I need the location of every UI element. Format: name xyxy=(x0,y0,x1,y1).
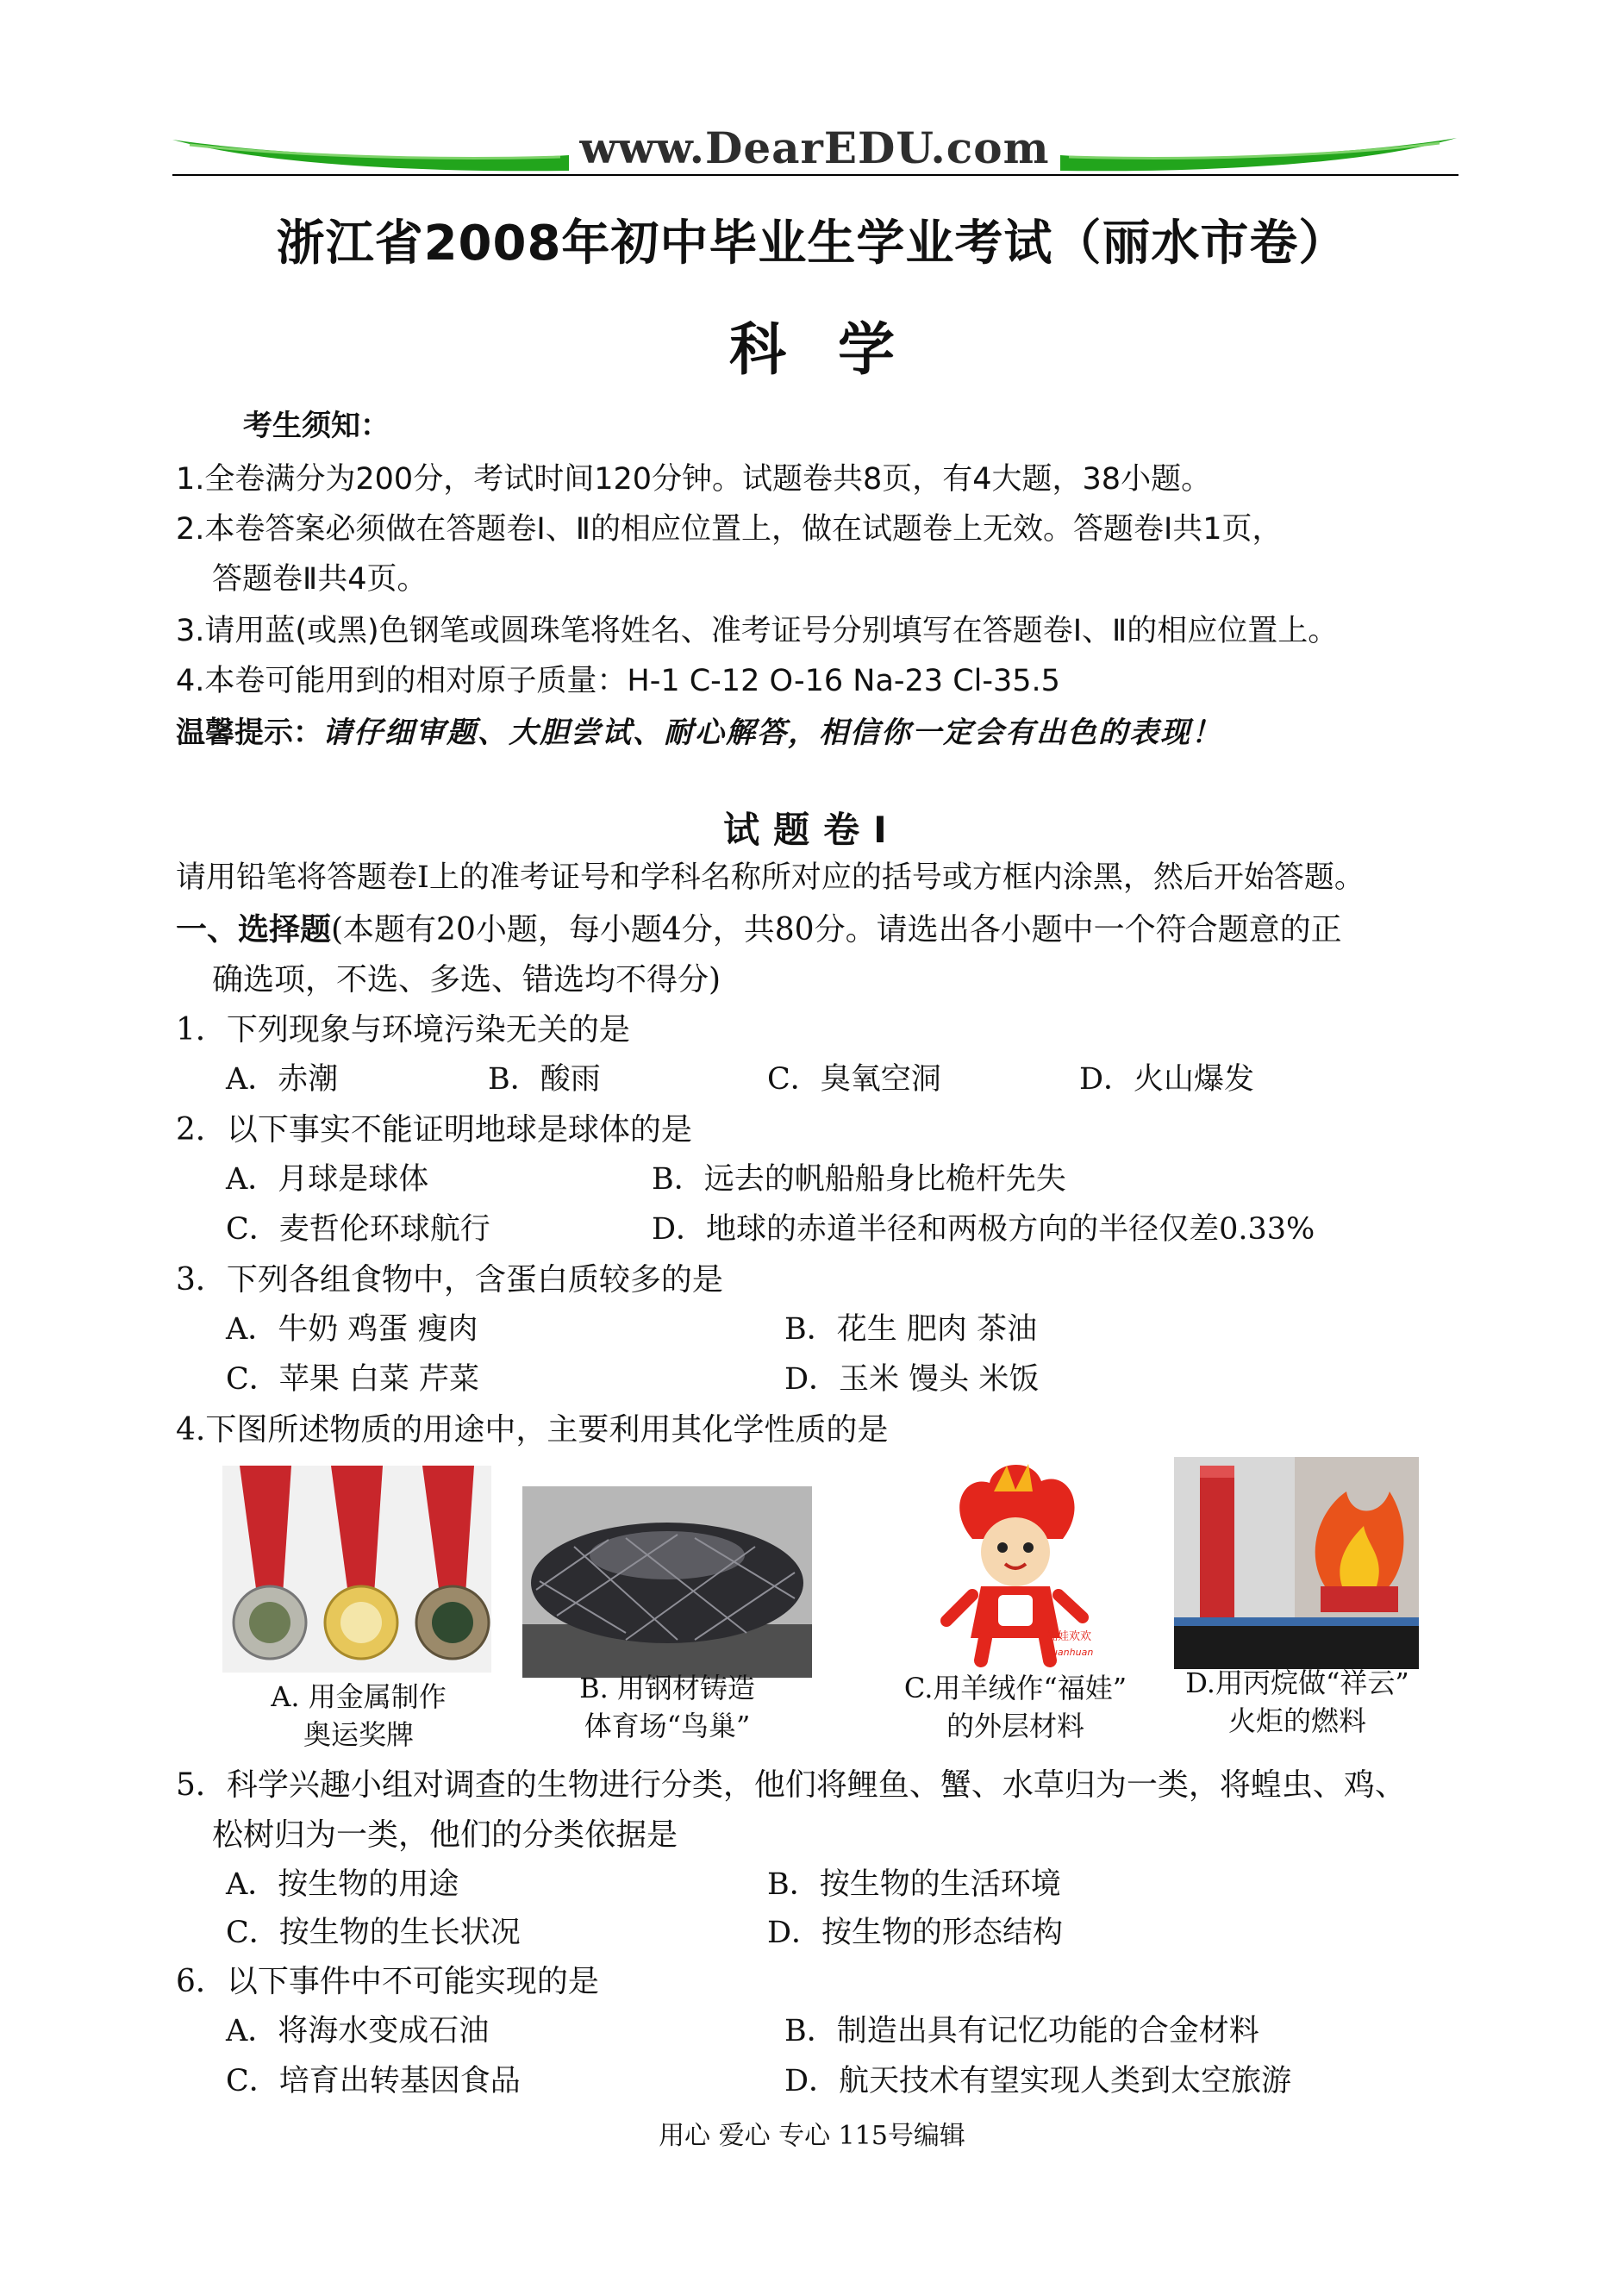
notice-item: 4.本卷可能用到的相对原子质量：H-1 C-12 O-16 Na-23 Cl-35.5 xyxy=(176,664,1060,698)
mascot-sub-label: Huanhuan xyxy=(1044,1647,1094,1658)
question-stem: 5．科学兴趣小组对调查的生物进行分类，他们将鲤鱼、蟹、水草归为一类，将蝗虫、鸡、 xyxy=(176,1767,1406,1803)
tip-line xyxy=(176,709,1222,751)
option: D．地球的赤道半径和两极方向的半径仅差0.33% xyxy=(652,1212,1315,1247)
option: A．赤潮 xyxy=(226,1062,339,1097)
option: B．制造出具有记忆功能的合金材料 xyxy=(784,2014,1259,2048)
q4-figures xyxy=(0,1457,1624,1751)
section-instruction: 请用铅笔将答题卷Ⅰ上的准考证号和学科名称所对应的括号或方框内涂黑，然后开始答题。 xyxy=(176,860,1365,895)
option: D．火山爆发 xyxy=(1079,1062,1255,1097)
option: D．按生物的形态结构 xyxy=(767,1916,1064,1950)
option: C．臭氧空洞 xyxy=(767,1062,941,1097)
option: C．苹果 白菜 芹菜 xyxy=(226,1362,480,1397)
question-stem: 1．下列现象与环境污染无关的是 xyxy=(176,1012,630,1047)
option: B．花生 肥肉 茶油 xyxy=(784,1312,1037,1347)
section-title: 试题卷Ⅰ xyxy=(723,809,901,851)
option: D．玉米 馒头 米饭 xyxy=(784,1362,1040,1397)
option: A．月球是球体 xyxy=(226,1162,429,1197)
tip-label: 温馨提示： xyxy=(176,716,322,750)
notice-item: 1.全卷满分为200分，考试时间120分钟。试题卷共8页，有4大题，38小题。 xyxy=(176,462,1212,497)
caption-c: C.用羊绒作“福娃” 的外层材料 xyxy=(903,1672,1127,1742)
option: C．按生物的生长状况 xyxy=(226,1916,521,1950)
question-stem: 3．下列各组食物中，含蛋白质较多的是 xyxy=(176,1262,723,1298)
olympic-medals-image xyxy=(222,1466,491,1673)
option: B．远去的帆船船身比桅杆先失 xyxy=(652,1162,1066,1197)
caption-d: D.用丙烷做“祥云” 火炬的燃料 xyxy=(1185,1667,1409,1737)
option: A．按生物的用途 xyxy=(226,1867,459,1902)
notice-item: 2.本卷答案必须做在答题卷Ⅰ、Ⅱ的相应位置上，做在试题卷上无效。答题卷Ⅰ共1页， xyxy=(176,512,1283,547)
mascot-label: 福娃欢欢 xyxy=(1046,1630,1092,1643)
site-name: www.DearEDU.com xyxy=(579,122,1050,173)
option: C．麦哲伦环球航行 xyxy=(226,1212,490,1247)
option: A．牛奶 鸡蛋 瘦肉 xyxy=(226,1312,478,1347)
option: C．培育出转基因食品 xyxy=(226,2064,521,2098)
option: B．按生物的生活环境 xyxy=(767,1867,1061,1902)
question-stem: 4.下图所述物质的用途中，主要利用其化学性质的是 xyxy=(176,1412,889,1448)
notice-item: 3.请用蓝(或黑)色钢笔或圆珠笔将姓名、准考证号分别填写在答题卷Ⅰ、Ⅱ的相应位置上。 xyxy=(176,614,1339,648)
fuwa-mascot-image xyxy=(912,1457,1119,1669)
part-title-line2: 确选项，不选、多选、错选均不得分) xyxy=(212,962,721,997)
tip-text: 请仔细审题、大胆尝试、耐心解答，相信你一定会有出色的表现！ xyxy=(322,716,1222,750)
part-title-rest: (本题有20小题，每小题4分，共80分。请选出各小题中一个符合题意的正 xyxy=(331,912,1342,947)
part-title-bold: 一、选择题 xyxy=(176,912,332,947)
question-stem: 2．以下事实不能证明地球是球体的是 xyxy=(176,1112,692,1148)
site-header xyxy=(172,121,1457,181)
option: A．将海水变成石油 xyxy=(226,2014,490,2048)
birds-nest-stadium-image xyxy=(522,1486,812,1678)
part-title xyxy=(176,905,1342,949)
question-stem-line2: 松树归为一类，他们的分类依据是 xyxy=(212,1817,678,1853)
option: B．酸雨 xyxy=(488,1062,601,1097)
caption-a: A. 用金属制作 奥运奖牌 xyxy=(271,1680,447,1751)
page-footer: 用心 爱心 专心 115号编辑 xyxy=(659,2121,965,2151)
exam-title: 浙江省2008年初中毕业生学业考试（丽水市卷） xyxy=(276,216,1348,272)
option: D．航天技术有望实现人类到太空旅游 xyxy=(784,2064,1292,2098)
notice-heading: 考生须知： xyxy=(243,409,390,443)
caption-b: B. 用钢材铸造 体育场“鸟巢” xyxy=(579,1672,755,1742)
header-rule xyxy=(172,174,1458,176)
question-stem: 6．以下事件中不可能实现的是 xyxy=(176,1964,599,1999)
olympic-torch-image xyxy=(1174,1457,1419,1669)
notice-item: 答题卷Ⅱ共4页。 xyxy=(212,562,428,597)
subject-title: 科学 xyxy=(729,316,946,383)
